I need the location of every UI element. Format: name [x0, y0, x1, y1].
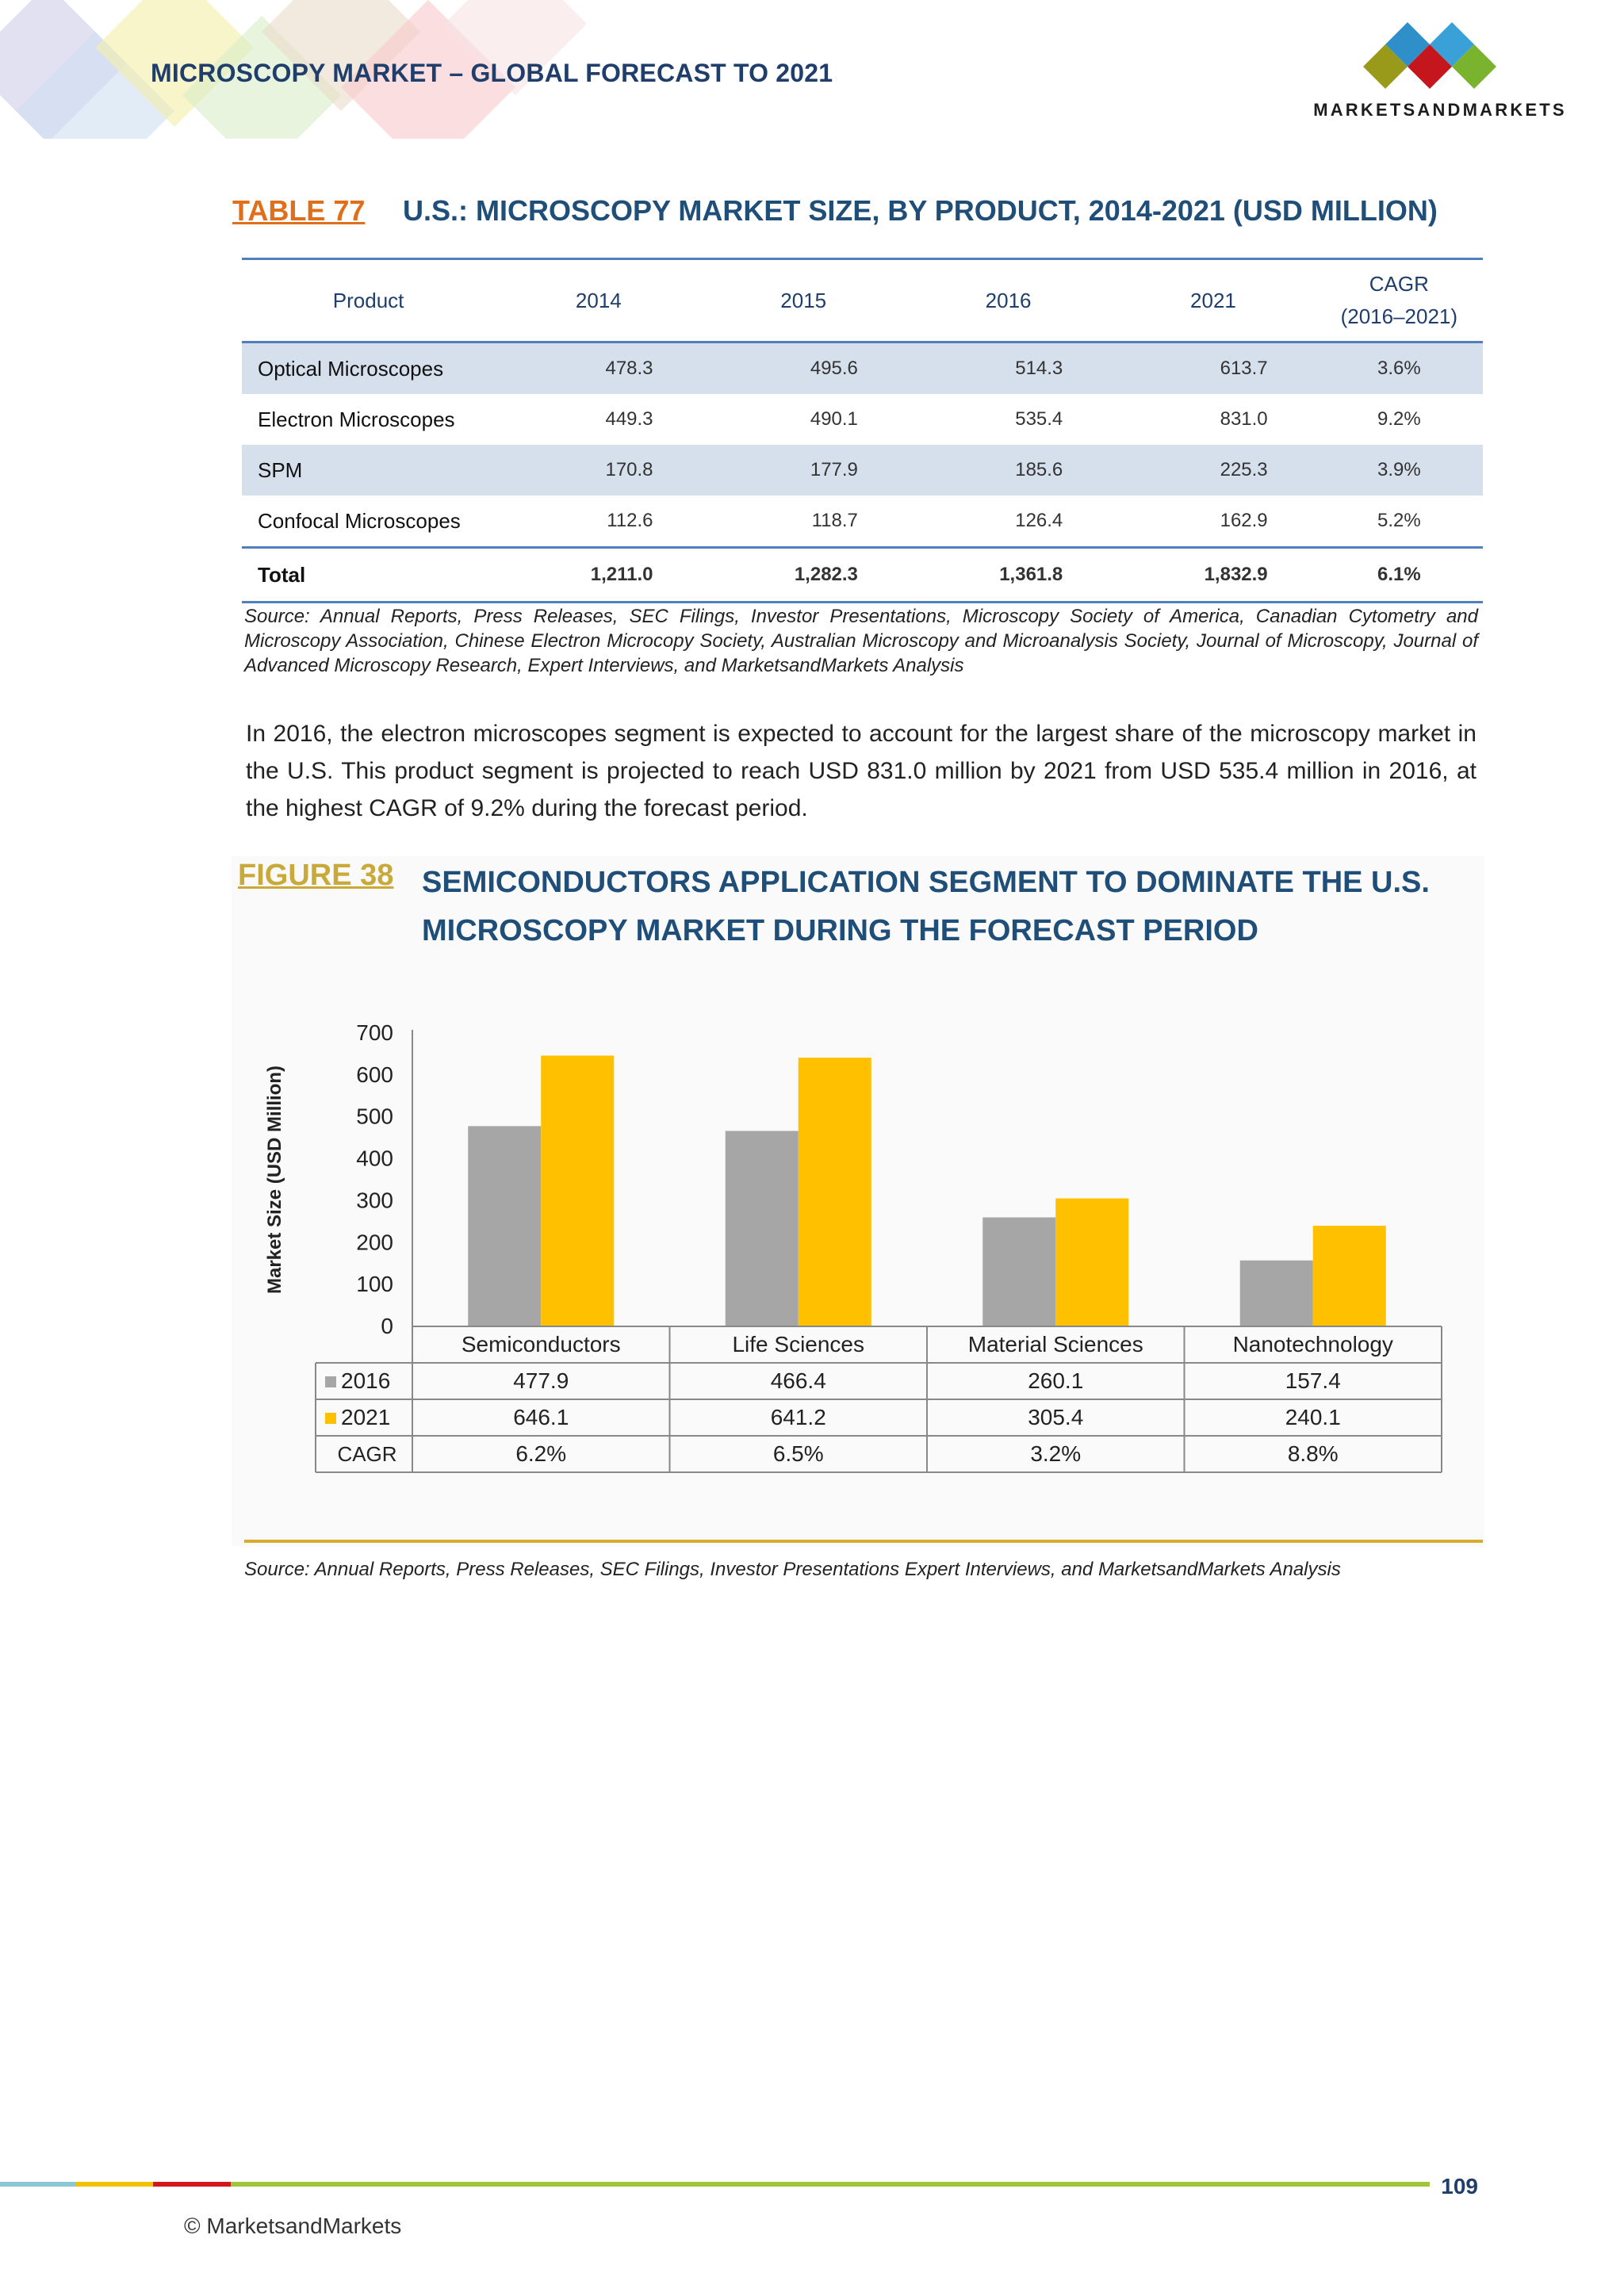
y-tick-label: 200 — [356, 1230, 393, 1255]
table-header-row — [242, 259, 1483, 342]
bar-2016 — [982, 1218, 1055, 1326]
y-tick-label: 700 — [356, 1020, 393, 1045]
cell-2021: 162.9 — [1220, 510, 1268, 531]
cell-product: Optical Microscopes — [242, 342, 496, 395]
footer-bar-segment — [231, 2182, 1430, 2187]
figure-source-note: Source: Annual Reports, Press Releases, SEC Filings, Investor Presentations Expert Interviews, and MarketsandMarkets Analysis — [244, 1559, 1341, 1580]
col-header-cagr-line1: CAGR — [1369, 272, 1429, 296]
cell-2014: 170.8 — [496, 445, 700, 496]
cell-2016: 1,361.8 — [906, 548, 1110, 603]
col-header-product: Product — [242, 259, 496, 342]
legend-swatch-2016 — [325, 1376, 336, 1387]
footer-bar-segment — [75, 2182, 153, 2187]
cell-2015: 495.6 — [701, 342, 906, 395]
cell-2016: 535.4 — [1015, 408, 1063, 430]
bar-2016 — [1240, 1261, 1313, 1326]
cell-cagr: 6.1% — [1316, 548, 1483, 603]
cell-2021: 613.7 — [1110, 342, 1315, 395]
x-category-label: Material Sciences — [967, 1332, 1143, 1357]
cell-2015: 118.7 — [811, 510, 858, 531]
bar-2021 — [1313, 1226, 1386, 1326]
cell-2014: 478.3 — [496, 342, 700, 395]
cagr-value: 8.8% — [1287, 1441, 1339, 1466]
data-label-2021: 305.4 — [1028, 1405, 1084, 1429]
table-row — [242, 496, 1483, 548]
cagr-row-label: CAGR — [337, 1442, 397, 1466]
cell-product: Electron Microscopes — [258, 407, 455, 431]
bar-chart — [232, 975, 1484, 1514]
cell-product: Total — [242, 548, 496, 603]
data-label-2016: 260.1 — [1028, 1368, 1084, 1393]
data-label-2021: 641.2 — [770, 1405, 826, 1429]
table-row — [242, 394, 1483, 445]
cell-2015: 490.1 — [810, 408, 858, 430]
cell-product: SPM — [242, 445, 496, 496]
market-size-table — [242, 258, 1483, 603]
figure-title-line1: SEMICONDUCTORS APPLICATION SEGMENT TO DOMINATE THE U.S. — [422, 866, 1430, 899]
data-label-2021: 240.1 — [1285, 1405, 1341, 1429]
legend-swatch-2021 — [325, 1413, 336, 1424]
y-tick-label: 400 — [356, 1146, 393, 1171]
col-header-2014: 2014 — [496, 259, 700, 342]
cell-cagr: 9.2% — [1377, 408, 1421, 430]
cell-2021: 225.3 — [1110, 445, 1315, 496]
table-label: TABLE 77 — [232, 194, 366, 227]
col-header-cagr — [1316, 259, 1483, 342]
y-tick-label: 100 — [356, 1272, 393, 1297]
data-label-2021: 646.1 — [513, 1405, 569, 1429]
table-row — [242, 445, 1483, 496]
x-category-label: Nanotechnology — [1232, 1332, 1393, 1357]
cell-2014: 112.6 — [607, 510, 653, 531]
cagr-value: 6.2% — [515, 1441, 567, 1466]
table-row — [242, 342, 1483, 395]
y-tick-label: 300 — [356, 1188, 393, 1213]
table-source-note: Source: Annual Reports, Press Releases, SEC Filings, Investor Presentations, Microscopy Society of America, Canadian Cytometry and Microscopy Association, Chinese Electron Microcopy Society, Australian Microscopy and Microanalysis Society, Journal of Microscopy, Journal of Advanced Microscopy Research, Expert Interviews, and MarketsandMarkets Analysis — [244, 606, 1478, 676]
cell-2014: 449.3 — [605, 408, 653, 430]
cell-2021: 831.0 — [1220, 408, 1268, 430]
data-label-2016: 157.4 — [1285, 1368, 1341, 1393]
cell-2015: 177.9 — [701, 445, 906, 496]
cell-2015: 1,282.3 — [701, 548, 906, 603]
footer-bar-segment — [153, 2182, 231, 2187]
bar-2021 — [799, 1058, 871, 1326]
bar-2021 — [1055, 1199, 1128, 1326]
page-number: 109 — [1441, 2174, 1478, 2198]
figure-rule — [244, 1540, 1483, 1543]
cell-2016: 126.4 — [1015, 510, 1063, 531]
cagr-value: 6.5% — [772, 1441, 824, 1466]
figure-title-line2: MICROSCOPY MARKET DURING THE FORECAST PERIOD — [422, 914, 1258, 947]
table-total-row — [242, 548, 1483, 603]
data-label-2016: 477.9 — [513, 1368, 569, 1393]
cagr-value: 3.2% — [1030, 1441, 1082, 1466]
cell-2014: 1,211.0 — [496, 548, 700, 603]
table-title: U.S.: MICROSCOPY MARKET SIZE, BY PRODUCT, 2014-2021 (USD MILLION) — [403, 194, 1438, 227]
legend-label: 2021 — [341, 1405, 391, 1429]
document-header-title: MICROSCOPY MARKET – GLOBAL FORECAST TO 2021 — [151, 59, 833, 87]
y-axis-label: Market Size (USD Million) — [264, 1065, 285, 1295]
bar-2016 — [726, 1131, 799, 1326]
cell-product: Confocal Microscopes — [258, 508, 461, 533]
y-tick-label: 600 — [356, 1062, 393, 1087]
cell-cagr: 3.9% — [1316, 445, 1483, 496]
cell-cagr: 3.6% — [1316, 342, 1483, 395]
logo-wordmark: MARKETSANDMARKETS — [1313, 100, 1567, 120]
col-header-2015: 2015 — [701, 259, 906, 342]
cell-2016: 185.6 — [906, 445, 1110, 496]
copyright-notice: © MarketsandMarkets — [184, 2214, 402, 2238]
y-tick-label: 0 — [381, 1314, 393, 1338]
x-category-label: Semiconductors — [461, 1332, 621, 1357]
legend-label: 2016 — [341, 1368, 391, 1393]
data-label-2016: 466.4 — [770, 1368, 826, 1393]
figure-label: FIGURE 38 — [238, 859, 394, 892]
figure-title — [422, 859, 1453, 955]
col-header-2016: 2016 — [906, 259, 1110, 342]
footer-bar-segment — [0, 2182, 75, 2187]
cell-cagr: 5.2% — [1377, 510, 1421, 531]
cell-2021: 1,832.9 — [1110, 548, 1315, 603]
col-header-2021: 2021 — [1110, 259, 1315, 342]
cell-2016: 514.3 — [906, 342, 1110, 395]
bar-2016 — [468, 1126, 541, 1326]
body-paragraph: In 2016, the electron microscopes segment is expected to account for the largest share of the microscopy market in the U.S. This product segment is projected to reach USD 831.0 million by 2021 from USD 535.4 million in 2016, at the highest CAGR of 9.2% during the forecast period. — [246, 721, 1477, 821]
x-category-label: Life Sciences — [732, 1332, 865, 1357]
col-header-cagr-line2: (2016–2021) — [1340, 304, 1458, 328]
y-tick-label: 500 — [356, 1104, 393, 1129]
bar-2021 — [541, 1055, 614, 1326]
